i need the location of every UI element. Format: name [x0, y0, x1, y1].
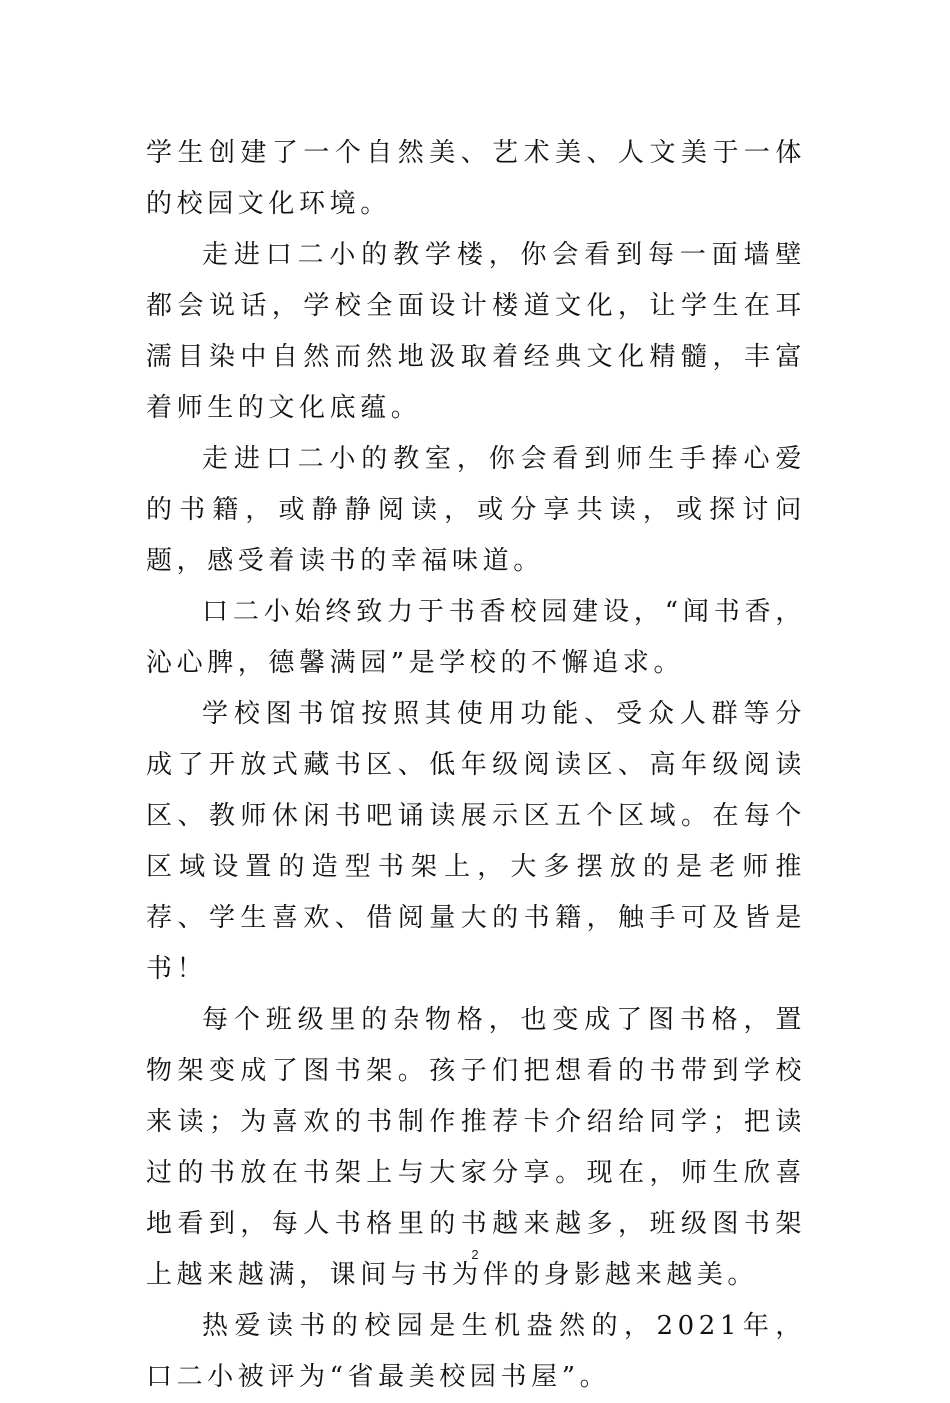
paragraph-3: 走进口二小的教室，你会看到师生手捧心爱的书籍，或静静阅读，或分享共读，或探讨问题，感受着读书的幸福味道。	[146, 444, 806, 576]
document-body	[146, 128, 806, 1403]
paragraph-4: 口二小始终致力于书香校园建设，“闻书香，沁心脾，德馨满园”是学校的不懈追求。	[146, 597, 806, 678]
paragraph-1: 学生创建了一个自然美、艺术美、人文美于一体的校园文化环境。	[146, 138, 806, 219]
paragraph-6: 每个班级里的杂物格，也变成了图书格，置物架变成了图书架。孩子们把想看的书带到学校来读；为喜欢的书制作推荐卡介绍给同学；把读过的书放在书架上与大家分享。现在，师生欣喜地看到，每人书格里的书越来越多，班级图书架上越来越满，课间与书为伴的身影越来越美。	[146, 1005, 806, 1290]
paragraph-5: 学校图书馆按照其使用功能、受众人群等分成了开放式藏书区、低年级阅读区、高年级阅读区、教师休闲书吧诵读展示区五个区域。在每个区域设置的造型书架上，大多摆放的是老师推荐、学生喜欢、借阅量大的书籍，触手可及皆是书！	[146, 699, 806, 984]
page-number: 2	[471, 1247, 479, 1262]
paragraph-2: 走进口二小的教学楼，你会看到每一面墙壁都会说话，学校全面设计楼道文化，让学生在耳濡目染中自然而然地汲取着经典文化精髓，丰富着师生的文化底蕴。	[146, 240, 806, 423]
paragraph-7: 热爱读书的校园是生机盎然的，2021年，口二小被评为“省最美校园书屋”。	[146, 1311, 806, 1392]
